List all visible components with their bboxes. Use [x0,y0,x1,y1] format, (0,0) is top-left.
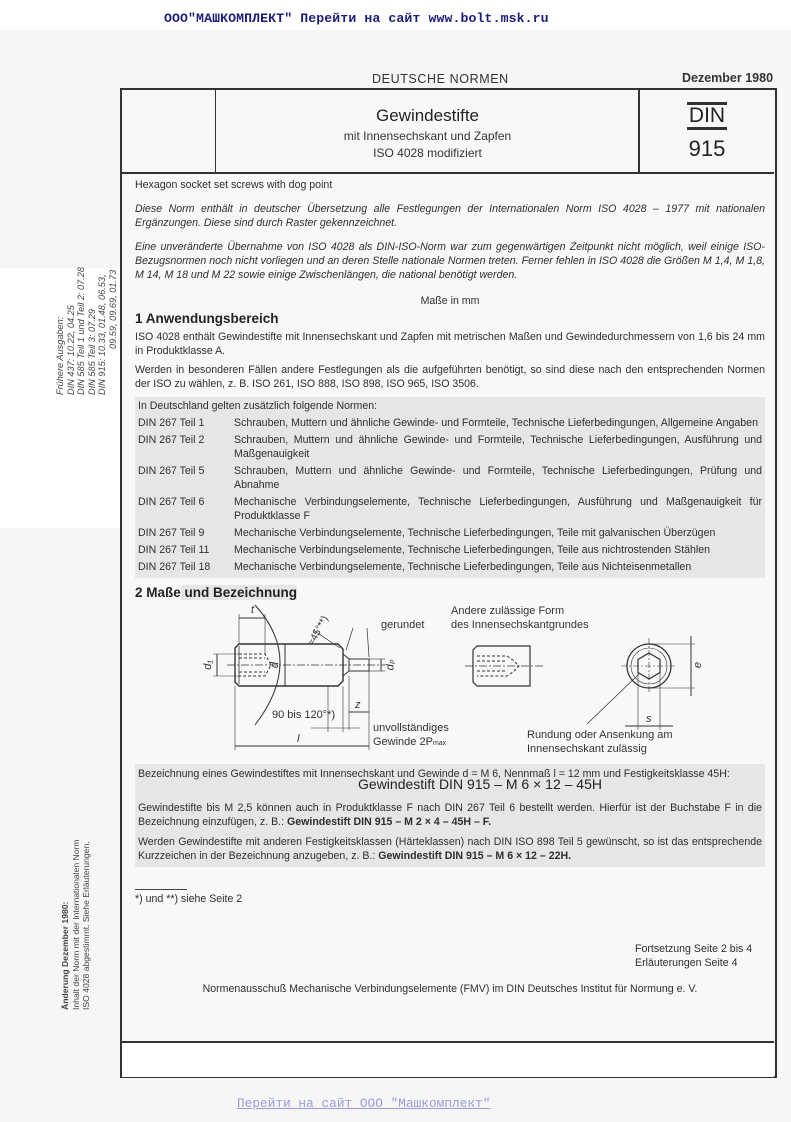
section-2-heading-shaded: und Bezeichnung [180,585,298,600]
intro-paragraph-2: Eine unveränderte Übernahme von ISO 4028 als DIN-ISO-Norm war zum gegenwärtigen Zeitpunkt nicht möglich, weil einige ISO-Bezugsnormen noch nicht vorliegen und an deren Stelle nationale Normen treten. Ferner fehlen in ISO 4028 die Größen M 1,4, M 1,8, M 14, M 18 und M 22 sowie einige Zwischenlängen, die national benötigt werden. [135,241,765,281]
section-2-heading [135,586,765,600]
norm-title: Schrauben, Muttern und ähnliche Gewinde- und Formteile, Technische Lieferbedingungen, Prüfung und Abnahme [234,465,762,491]
label-d1: d₁ [201,660,214,670]
units-note: Maße in mm [420,295,480,307]
designation-example: Gewindestift DIN 915 – M 6 × 12 – 45H [358,776,602,792]
section-1-heading: 1 Anwendungsbereich [135,311,279,326]
label-rounding-2: Innensechskant zulässig [527,743,647,755]
label-angle-45: ≈45°**) [306,614,331,648]
label-thread-2p-sub: max [432,740,447,747]
norm-list-item [138,416,762,430]
continuation-pages: Fortsetzung Seite 2 bis 4 [635,943,753,955]
norm-title: Mechanische Verbindungselemente, Technische Lieferbedingungen, Teile aus Nichteisenmetallen [234,561,692,573]
designation-intro: Bezeichnung eines Gewindestiftes mit Innensechskant und Gewinde d = M 6, Nennmaß l = 12 mm und Festigkeitsklasse 45H: [138,768,730,780]
company-site-link-bottom[interactable]: Перейти на сайт ООО "Машкомплект" [237,1096,491,1111]
top-banner [0,0,791,30]
product-class-f-example: Gewindestift DIN 915 – M 2 × 4 – 45H – F. [287,816,492,828]
label-t: t [251,604,255,616]
label-alt-form-1: Andere zulässige Form [451,605,565,617]
title-left-cell [122,90,216,172]
label-incomplete-thread: unvollständiges [373,722,449,734]
technical-drawing [135,600,765,762]
footnote-text: *) und **) siehe Seite 2 [135,893,243,905]
amendment-heading: Änderung Dezember 1980: [60,901,70,1010]
earlier-editions-heading: Frühere Ausgaben: [55,316,65,395]
din-logo: DIN [687,102,727,130]
norm-code: DIN 267 Teil 2 [138,434,205,446]
section-1-paragraph-2: Werden in besonderen Fällen andere Festlegungen als die aufgeführten benötigt, so sind diese nach den entsprechenden Normen der ISO zu wählen, z. B. ISO 261, ISO 888, ISO 898, ISO 965, ISO 3506. [135,364,765,390]
label-z: z [355,699,361,711]
norm-title: Mechanische Verbindungselemente, Technische Lieferbedingungen, Teile aus nichtrostenden Stählen [234,544,711,556]
norm-list-item [138,560,762,574]
label-thread-2p [373,735,446,751]
norm-code: DIN 267 Teil 6 [138,496,205,508]
footnote-divider [135,889,187,890]
document-body [135,178,765,996]
strength-class-note [138,835,762,863]
footnotes [135,889,765,906]
norm-list-item [138,526,762,540]
norm-title: Mechanische Verbindungselemente, Technische Lieferbedingungen, Ausführung und Maßgenauigkeit für Produktklasse F [234,496,762,522]
earlier-editions-line: DIN 915: 10.33, 01.48, 06.53, [97,274,108,395]
norm-code: DIN 267 Teil 11 [138,544,210,556]
section-1-paragraph-1: ISO 4028 enthält Gewindestifte mit Innensechskant und Zapfen mit metrischen Maßen und Gewindedurchmessern von 1,6 bis 24 mm in Produktklasse A. [135,331,765,357]
label-e: e [692,661,705,669]
norm-code: DIN 267 Teil 5 [138,465,205,477]
committee-line: Normenausschuß Mechanische Verbindungselemente (FMV) im DIN Deutsches Institut für Normung e. V. [202,983,698,995]
amendment-line: Inhalt der Norm mit der Internationalen Norm [70,839,81,1010]
document-subtitle-iso: ISO 4028 modifiziert [373,146,482,160]
din-number-cell [640,90,774,172]
title-cell [217,90,640,172]
issue-date: Dezember 1980 [682,71,774,85]
footer-empty-band [122,1041,774,1077]
document-subtitle: mit Innensechskant und Zapfen [343,129,512,143]
norm-code: DIN 267 Teil 18 [138,561,211,573]
company-site-link[interactable]: ООО"МАШКОМПЛЕКТ" Перейти на сайт www.bolt.msk.ru [164,11,549,26]
norm-list-item [138,464,762,492]
label-gerundet: gerundet [381,619,425,631]
strength-class-example: Gewindestift DIN 915 – M 6 × 12 – 22H. [378,850,572,862]
explanations-page: Erläuterungen Seite 4 [635,957,738,969]
continuation-notes [135,942,765,970]
earlier-editions-line: DIN 585 Teil 1 und Teil 2: 07.28 [76,266,87,395]
din-number: 915 [688,136,726,161]
label-rounding-1: Rundung oder Ansenkung am [527,729,673,741]
title-block [122,90,774,174]
label-s: s [646,713,652,725]
label-d: d [269,661,282,669]
earlier-editions-line: DIN 437: 10.22, 04.25 [65,305,76,395]
intro-paragraph-1: Diese Norm enthält in deutscher Übersetzung alle Festlegungen der Internationalen Norm ISO 4028 – 1977 mit nationalen Ergänzungen. Diese sind durch Raster gekennzeichnet. [135,203,765,229]
label-dp: dₚ [384,659,397,671]
national-norms-block [135,397,765,578]
label-angle-90-120: 90 bis 120°*) [272,709,336,721]
designation-block [135,764,765,867]
amendment-line: ISO 4028 abgestimmt. Siehe Erläuterungen. [81,841,92,1010]
norm-title: Mechanische Verbindungselemente, Technische Lieferbedingungen, Teile mit galvanischen Überzügen [234,527,716,539]
section-2-heading-number: 2 Maße [135,585,181,600]
norm-title: Schrauben, Muttern und ähnliche Gewinde- und Formteile, Technische Lieferbedingungen, Ausführung und Maßgenauigkeit [234,434,762,460]
english-title: Hexagon socket set screws with dog point [135,179,333,191]
amendment-note [60,839,92,1010]
earlier-editions-line: 09.59, 09.69, 01.73 [107,269,118,349]
earlier-editions-line: DIN 585 Teil 3: 07.29 [86,309,97,395]
label-alt-form-2: des Innensechskantgrundes [451,619,589,631]
norm-code: DIN 267 Teil 1 [138,417,205,429]
norm-code: DIN 267 Teil 9 [138,527,205,539]
norm-title: Schrauben, Muttern und ähnliche Gewinde- und Formteile, Technische Lieferbedingungen, Allgemeine Angaben [234,417,758,429]
product-class-f-note [138,801,762,829]
earlier-editions-note [55,267,119,395]
strength-class-text: Werden Gewindestifte mit anderen Festigkeitsklassen (Härteklassen) nach DIN ISO 898 Teil 5 gewünscht, so ist das entsprechende Kurzzeichen in der Bezeichnung anzugeben, z. B.: [138,836,762,862]
label-thread-2p-text: Gewinde 2P [373,736,433,748]
series-label: DEUTSCHE NORMEN [372,72,509,86]
product-class-f-text: Gewindestifte bis M 2,5 können auch in Produktklasse F nach DIN 267 Teil 6 bestellt werden. Hierfür ist der Buchstabe F in die Bezeichnung einzufügen, z. B.: [138,802,762,828]
national-norms-intro: In Deutschland gelten zusätzlich folgende Normen: [138,400,378,412]
norm-list-item [138,495,762,523]
document-title: Gewindestifte [376,106,479,125]
label-l: l [297,733,300,745]
norm-list-item [138,433,762,461]
norm-list-item [138,543,762,557]
